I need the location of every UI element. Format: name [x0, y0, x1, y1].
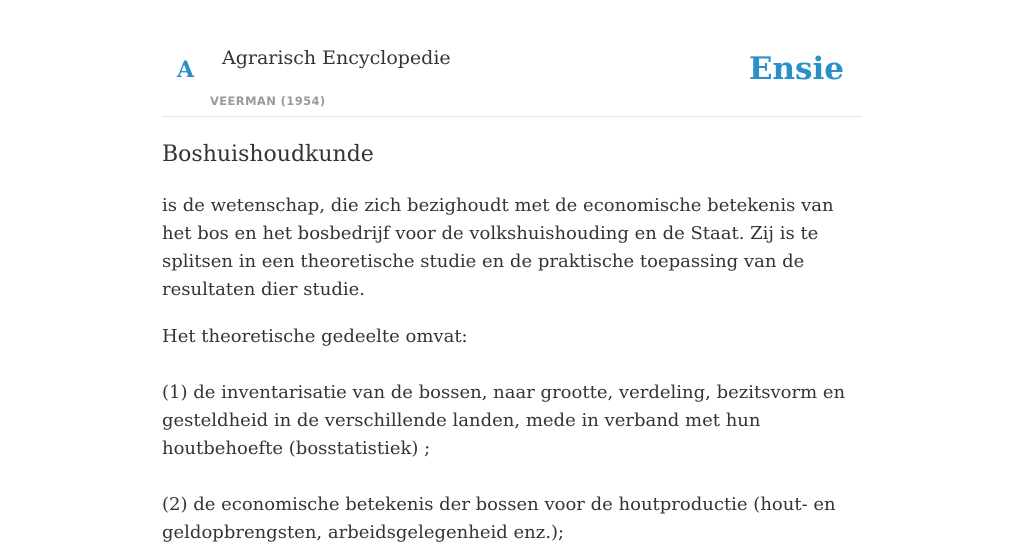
page-header	[162, 0, 862, 117]
article-paragraph: is de wetenschap, die zich bezighoudt met de economische betekenis van het bos en het bosbedrijf voor de volkshuishouding en de Staat. Zij is te splitsen in een theoretische studie en de praktische toepassing van de resultaten dier studie.	[162, 195, 834, 300]
article-paragraph: Het theoretische gedeelte omvat:	[162, 326, 468, 347]
book-title[interactable]: Agrarisch Encyclopedie	[222, 47, 451, 69]
article-paragraph: (2) de economische betekenis der bossen voor de houtproductie (hout- en geldopbrengsten, arbeidsgelegenheid enz.);	[162, 494, 836, 543]
ensie-logo-link[interactable]: Ensie	[748, 51, 844, 87]
letter-index-link[interactable]: A	[177, 57, 195, 83]
article-paragraph: (1) de inventarisatie van de bossen, naar grootte, verdeling, bezitsvorm en gesteldheid in de verschillende landen, mede in verband met hun houtbehoefte (bosstatistiek) ;	[162, 382, 846, 459]
article-body	[162, 140, 862, 547]
article-headword: Boshuishoudkunde	[162, 142, 374, 167]
book-author: VEERMAN (1954)	[210, 94, 326, 108]
